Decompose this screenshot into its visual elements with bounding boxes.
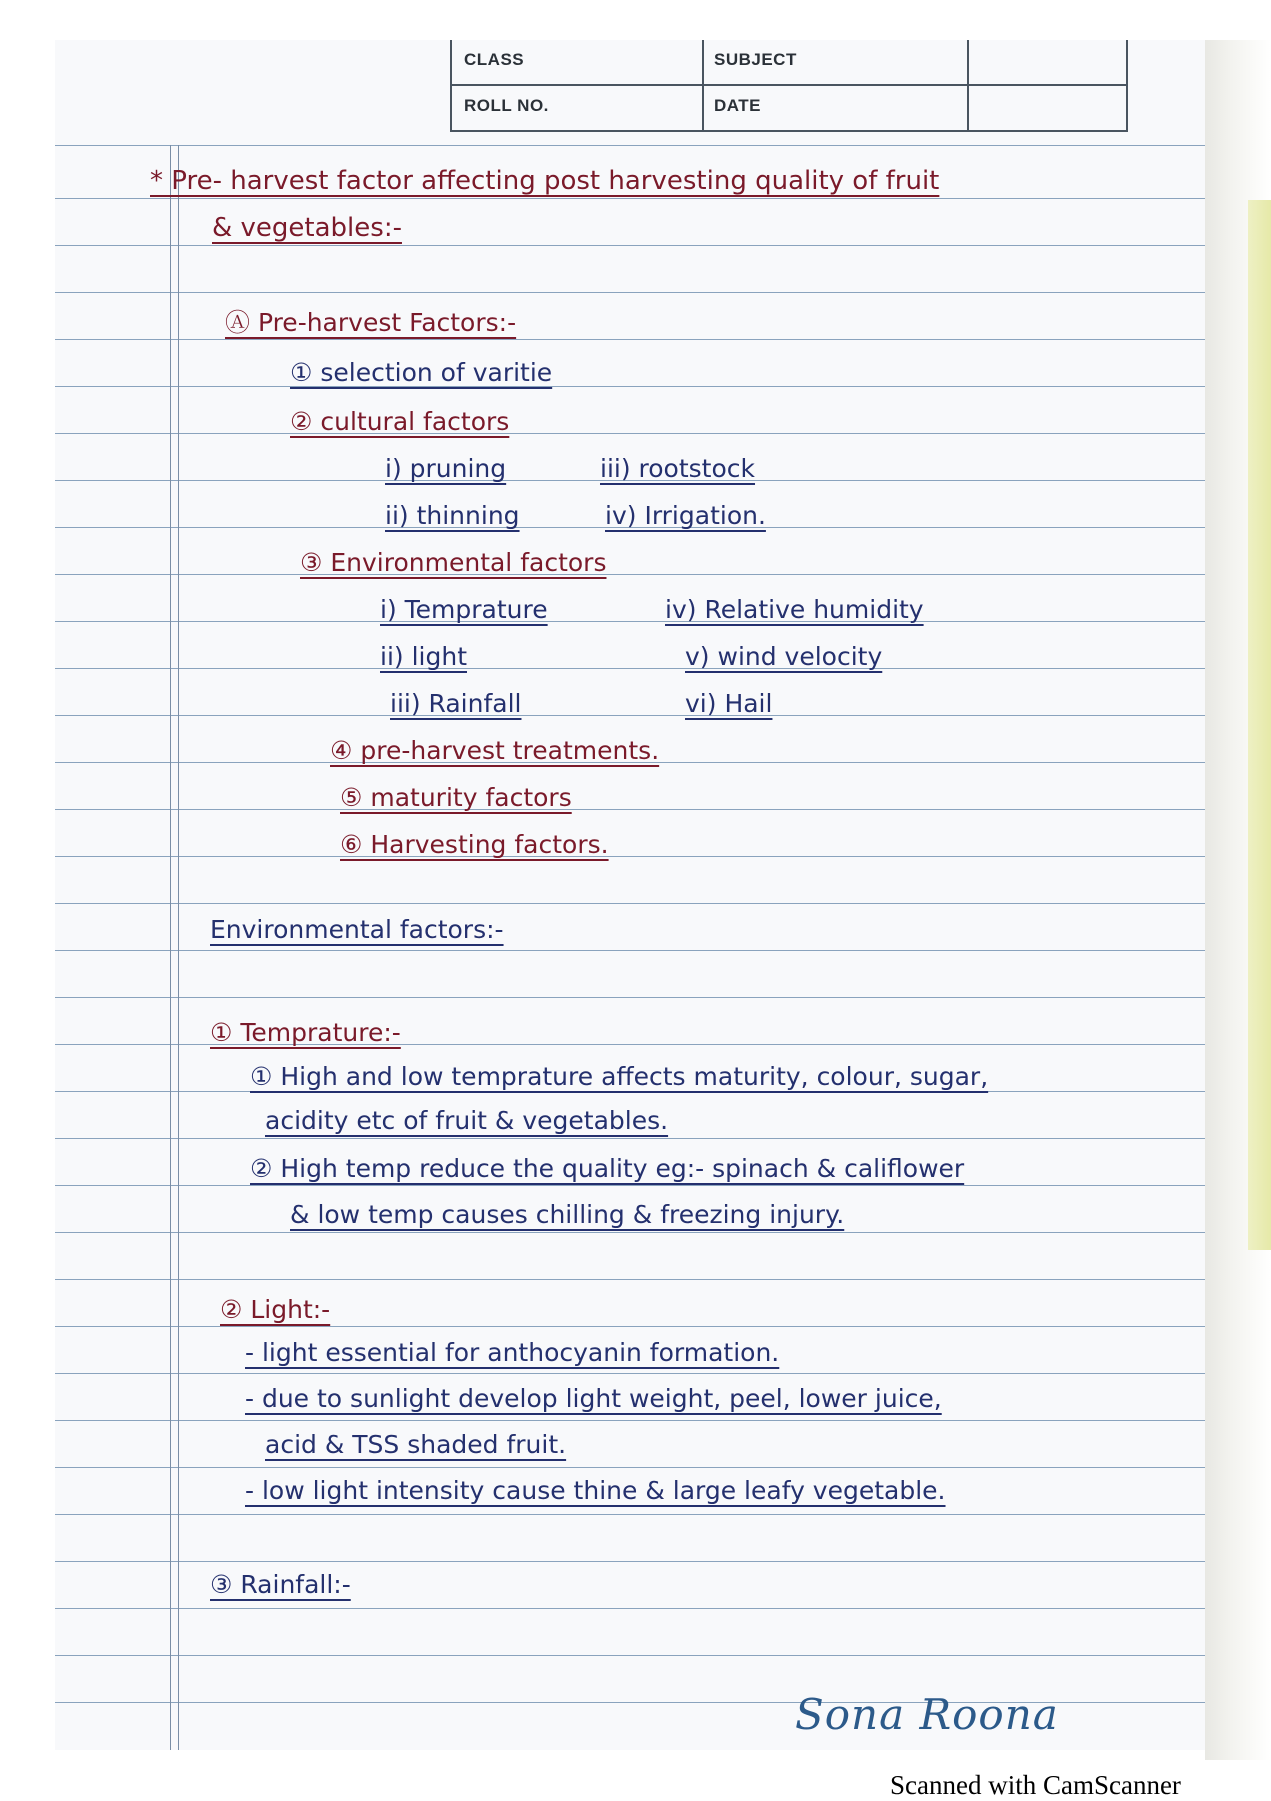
ruled-line — [55, 1185, 1205, 1186]
list-item-6: ⑥ Harvesting factors. — [340, 830, 609, 859]
list-item-5: ⑤ maturity factors — [340, 783, 572, 812]
list-item-1: ① selection of varitie — [290, 358, 553, 387]
ruled-line — [55, 198, 1205, 199]
ruled-line — [55, 145, 1205, 146]
environmental-heading: Environmental factors:- — [210, 915, 504, 944]
ruled-line — [55, 1232, 1205, 1233]
ruled-line — [55, 668, 1205, 669]
list-subitem: iv) Irrigation. — [605, 501, 766, 530]
ruled-line — [55, 1138, 1205, 1139]
paragraph-line: - due to sunlight develop light weight, peel, lower juice, — [245, 1384, 942, 1413]
ruled-line — [55, 903, 1205, 904]
list-subitem: i) Temprature — [380, 595, 548, 624]
list-subitem: i) pruning — [385, 454, 507, 483]
list-subitem: iii) rootstock — [600, 454, 756, 483]
paragraph-line: ② High temp reduce the quality eg:- spinach & califlower — [250, 1154, 965, 1183]
ruled-line — [55, 245, 1205, 246]
header-divider — [452, 84, 1126, 86]
paragraph-line: acidity etc of fruit & vegetables. — [265, 1106, 669, 1135]
paragraph-line: - low light intensity cause thine & large leafy vegetable. — [245, 1476, 946, 1505]
ruled-line — [55, 1608, 1205, 1609]
header-table — [450, 40, 1128, 132]
light-heading: ② Light:- — [220, 1295, 331, 1324]
ruled-line — [55, 809, 1205, 810]
header-divider — [967, 40, 969, 130]
title-line-2: & vegetables:- — [212, 213, 402, 243]
ruled-line — [55, 715, 1205, 716]
date-label: DATE — [714, 96, 762, 115]
ruled-line — [55, 292, 1205, 293]
ruled-line — [55, 1420, 1205, 1421]
list-subitem: vi) Hail — [685, 689, 773, 718]
list-item-2: ② cultural factors — [290, 407, 510, 436]
ruled-line — [55, 856, 1205, 857]
roll-no-label: ROLL NO. — [464, 96, 549, 115]
ruled-line — [55, 1561, 1205, 1562]
margin-line — [178, 145, 179, 1750]
ruled-line — [55, 339, 1205, 340]
paragraph-line: acid & TSS shaded fruit. — [265, 1430, 567, 1459]
ruled-line — [55, 574, 1205, 575]
ruled-line — [55, 1326, 1205, 1327]
list-subitem: ii) thinning — [385, 501, 520, 530]
ruled-line — [55, 386, 1205, 387]
title-line-1: * Pre- harvest factor affecting post harvesting quality of fruit — [150, 166, 940, 196]
ruled-line — [55, 1467, 1205, 1468]
temprature-heading: ① Temprature:- — [210, 1018, 401, 1047]
rainfall-heading: ③ Rainfall:- — [210, 1570, 351, 1599]
section-a-heading: Ⓐ Pre-harvest Factors:- — [225, 308, 517, 337]
header-divider — [702, 40, 704, 130]
list-subitem: iii) Rainfall — [390, 689, 522, 718]
ruled-line — [55, 1655, 1205, 1656]
list-item-3: ③ Environmental factors — [300, 548, 607, 577]
ruled-line — [55, 1373, 1205, 1374]
list-subitem: v) wind velocity — [685, 642, 883, 671]
ruled-line — [55, 950, 1205, 951]
page-edge-green — [1248, 200, 1271, 1250]
ruled-line — [55, 621, 1205, 622]
ruled-line — [55, 433, 1205, 434]
ruled-line — [55, 997, 1205, 998]
notebook-page — [55, 40, 1205, 1750]
paragraph-line: & low temp causes chilling & freezing injury. — [290, 1200, 845, 1229]
class-label: CLASS — [464, 50, 525, 69]
margin-line — [170, 145, 171, 1750]
list-subitem: iv) Relative humidity — [665, 595, 924, 624]
paragraph-line: ① High and low temprature affects maturity, colour, sugar, — [250, 1062, 989, 1091]
list-subitem: ii) light — [380, 642, 467, 671]
signature: Sona Roona — [795, 1690, 1059, 1739]
camscanner-watermark: Scanned with CamScanner — [890, 1770, 1181, 1800]
ruled-line — [55, 1279, 1205, 1280]
subject-label: SUBJECT — [714, 50, 797, 69]
ruled-line — [55, 1514, 1205, 1515]
list-item-4: ④ pre-harvest treatments. — [330, 736, 660, 765]
paragraph-line: - light essential for anthocyanin formation. — [245, 1338, 780, 1367]
